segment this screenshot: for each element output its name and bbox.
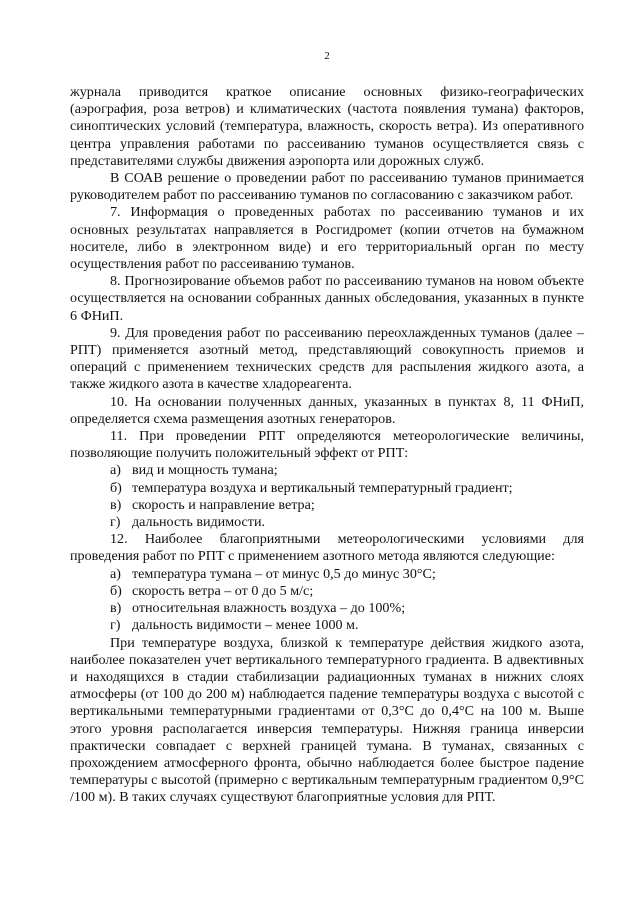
document-body: [70, 84, 584, 807]
list-item: [70, 566, 584, 583]
list-item: [70, 462, 584, 479]
list-marker: г): [110, 617, 121, 634]
list-marker: б): [110, 582, 122, 599]
list-item-text: скорость ветра – от 0 до 5 м/с;: [132, 582, 314, 599]
list-item-text: вид и мощность тумана;: [132, 462, 278, 479]
paragraph-intro-continuation: журнала приводится краткое описание основных физико-географических (аэрография, роза ветров) и климатических (частота появления тумана) факторов, синоптических условий (температура, влажность, скорость ветра). Из оперативного центра управления работами по рассеиванию туманов осуществляется связь с представителями службы движения аэропорта или дорожных служб.: [70, 84, 584, 169]
list-item-text: дальность видимости – менее 1000 м.: [132, 617, 359, 634]
list-marker: в): [110, 600, 122, 617]
paragraph-7: 7. Информация о проведенных работах по рассеиванию туманов и их основных результатах направляется в Росгидромет (копии отчетов на бумажном носителе, либо в электронном виде) и его территориальный орган по месту осуществления работ по рассеиванию туманов.: [70, 204, 584, 273]
list-item: [70, 514, 584, 531]
list-marker: в): [110, 496, 122, 513]
list-item-text: температура воздуха и вертикальный температурный градиент;: [132, 479, 513, 496]
list-marker: а): [110, 565, 121, 582]
list-item: [70, 583, 584, 600]
paragraph-8: 8. Прогнозирование объемов работ по рассеиванию туманов на новом объекте осуществляется на основании собранных данных обследования, указанных в пункте 6 ФНиП.: [70, 273, 584, 324]
list-marker: а): [110, 462, 121, 479]
list-item: [70, 600, 584, 617]
list-item-text: скорость и направление ветра;: [132, 496, 315, 513]
paragraph-12: 12. Наиболее благоприятными метеорологическими условиями для проведения работ по РПТ с применением азотного метода являются следующие:: [70, 531, 584, 565]
list-item-text: дальность видимости.: [132, 514, 266, 531]
page-number: 2: [324, 50, 330, 62]
paragraph-10: 10. На основании полученных данных, указанных в пунктах 8, 11 ФНиП, определяется схема размещения азотных генераторов.: [70, 393, 584, 427]
paragraph-9: 9. Для проведения работ по рассеиванию переохлажденных туманов (далее – РПТ) применяется азотный метод, представляющий совокупность приемов и операций с применением технических средств для распыления жидкого азота, а также жидкого азота в качестве хладореагента.: [70, 324, 584, 393]
list-item: [70, 497, 584, 514]
list-11: [70, 462, 584, 531]
paragraph-soav-decision: В СОАВ решение о проведении работ по рассеиванию туманов принимается руководителем работ по рассеиванию туманов по согласованию с заказчиком работ.: [70, 170, 584, 204]
list-item-text: температура тумана – от минус 0,5 до минус 30°С;: [132, 565, 436, 582]
list-item-text: относительная влажность воздуха – до 100%;: [132, 600, 406, 617]
list-marker: б): [110, 479, 122, 496]
list-marker: г): [110, 514, 121, 531]
paragraph-11: 11. При проведении РПТ определяются метеорологические величины, позволяющие получить положительный эффект от РПТ:: [70, 428, 584, 462]
list-item: [70, 617, 584, 634]
list-item: [70, 480, 584, 497]
list-12: [70, 566, 584, 635]
paragraph-temperature-gradient: При температуре воздуха, близкой к температуре действия жидкого азота, наиболее показателен учет вертикального температурного градиента. В адвективных и находящихся в стадии стабилизации радиационных туманах в нижних слоях атмосферы (от 100 до 200 м) наблюдается падение температуры воздуха с высотой с вертикальными температурными градиентами от 0,3°С до 0,4°С на 100 м. Выше этого уровня располагается инверсия температуры. Нижняя граница инверсии практически совпадает с верхней границей тумана. В туманах, связанных с прохождением атмосферного фронта, обычно наблюдается более быстрое падение температуры с высотой (примерно с вертикальным температурным градиентом 0,9°С /100 м). В таких случаях существуют благоприятные условия для РПТ.: [70, 634, 584, 806]
